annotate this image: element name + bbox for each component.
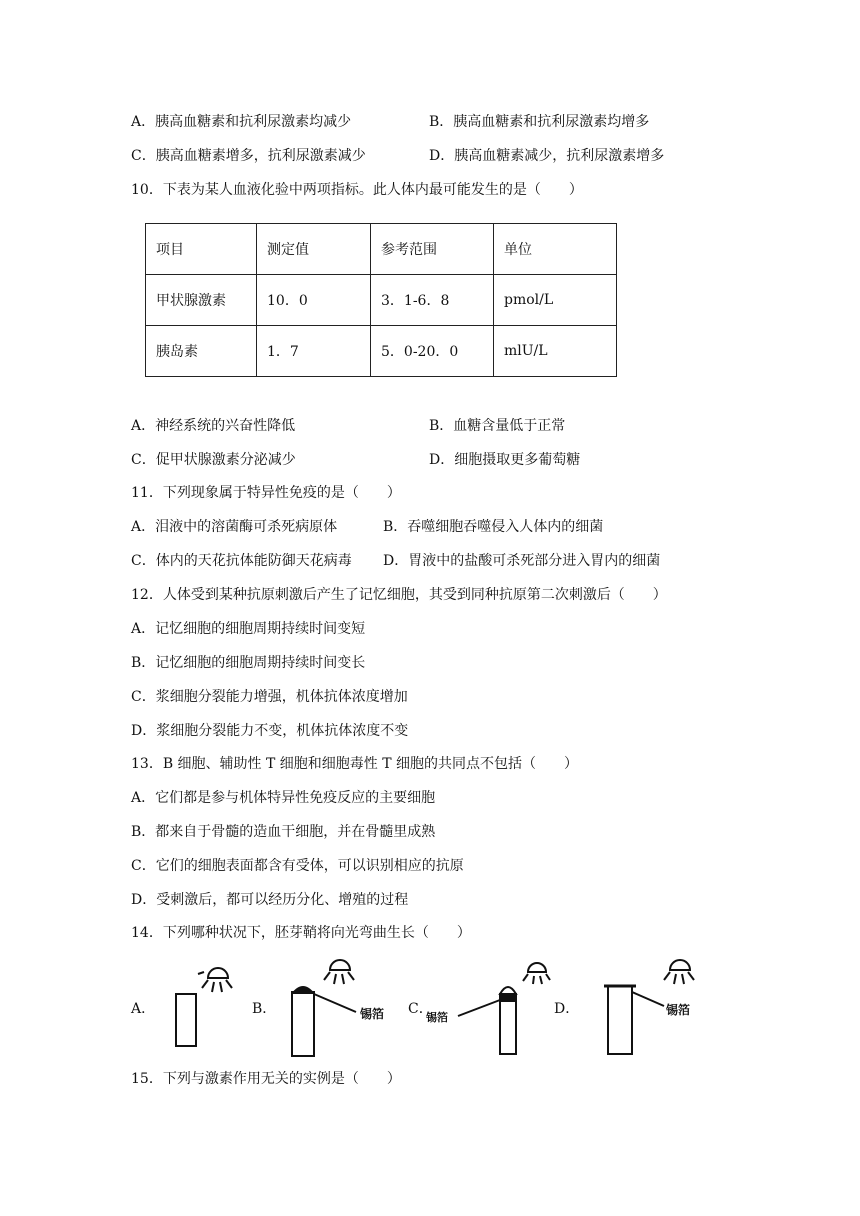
q14-figure-label-a: A． bbox=[131, 1001, 156, 1017]
q15-stem: 15．下列与激素作用无关的实例是（ ） bbox=[131, 1071, 401, 1087]
q13-stem: 13．B 细胞、辅助性 T 细胞和细胞毒性 T 细胞的共同点不包括（ ） bbox=[131, 756, 579, 772]
q14-figure-label-d: D． bbox=[554, 1001, 580, 1017]
q10-stem: 10．下表为某人血液化验中两项指标。此人体内最可能发生的是（ ） bbox=[131, 182, 583, 198]
q10-option-a: A．神经系统的兴奋性降低 bbox=[131, 418, 296, 434]
coleoptile-figure-d bbox=[600, 954, 708, 1058]
foil-cap-icon bbox=[291, 986, 315, 994]
table-cell: 10．0 bbox=[257, 275, 371, 326]
coleoptile-figure-b bbox=[284, 956, 414, 1060]
table-row bbox=[146, 326, 617, 377]
table-cell: 3．1-6．8 bbox=[371, 275, 494, 326]
table-header-cell: 单位 bbox=[494, 224, 617, 275]
table-cell: pmol/L bbox=[494, 275, 617, 326]
q11-option-c: C．体内的天花抗体能防御天花病毒 bbox=[131, 553, 352, 569]
q9-option-d: D．胰高血糖素减少，抗利尿激素增多 bbox=[429, 148, 665, 164]
q11-option-d: D．胃液中的盐酸可杀死部分进入胃内的细菌 bbox=[383, 553, 661, 569]
q14-figure-label-c: C． bbox=[408, 1001, 433, 1017]
q10-option-d: D．细胞摄取更多葡萄糖 bbox=[429, 452, 581, 468]
q9-option-a: A．胰高血糖素和抗利尿激素均减少 bbox=[131, 114, 352, 130]
table-cell: 1．7 bbox=[257, 326, 371, 377]
q13-option-b: B．都来自于骨髓的造血干细胞，并在骨髓里成熟 bbox=[131, 824, 436, 840]
q12-stem: 12．人体受到某种抗原刺激后产生了记忆细胞，其受到同种抗原第二次刺激后（ ） bbox=[131, 587, 667, 603]
table-row bbox=[146, 275, 617, 326]
foil-label: 锡箔 bbox=[360, 1007, 385, 1021]
q12-option-b: B．记忆细胞的细胞周期持续时间变长 bbox=[131, 655, 366, 671]
q10-option-c: C．促甲状腺激素分泌减少 bbox=[131, 452, 296, 468]
coleoptile-figure-a bbox=[168, 958, 248, 1048]
q12-option-a: A．记忆细胞的细胞周期持续时间变短 bbox=[131, 621, 366, 637]
q14-figure-label-b: B． bbox=[252, 1001, 277, 1017]
q10-option-b: B．血糖含量低于正常 bbox=[429, 418, 566, 434]
table-header-cell: 测定值 bbox=[257, 224, 371, 275]
q13-option-c: C．它们的细胞表面都含有受体，可以识别相应的抗原 bbox=[131, 858, 464, 874]
table-cell: mlU/L bbox=[494, 326, 617, 377]
table-header-row bbox=[146, 224, 617, 275]
q13-option-d: D．受刺激后，都可以经历分化、增殖的过程 bbox=[131, 892, 409, 908]
q11-option-b: B．吞噬细胞吞噬侵入人体内的细菌 bbox=[383, 519, 604, 535]
table-cell: 胰岛素 bbox=[146, 326, 257, 377]
q13-option-a: A．它们都是参与机体特异性免疫反应的主要细胞 bbox=[131, 790, 436, 806]
table-header-cell: 参考范围 bbox=[371, 224, 494, 275]
q12-option-d: D．浆细胞分裂能力不变，机体抗体浓度不变 bbox=[131, 723, 409, 739]
q11-stem: 11．下列现象属于特异性免疫的是（ ） bbox=[131, 485, 401, 501]
table-cell: 甲状腺激素 bbox=[146, 275, 257, 326]
foil-label: 锡箔 bbox=[426, 1011, 448, 1024]
table-cell: 5．0-20．0 bbox=[371, 326, 494, 377]
foil-band-icon bbox=[500, 994, 516, 1002]
q9-option-c: C．胰高血糖素增多，抗利尿激素减少 bbox=[131, 148, 366, 164]
sun-icon bbox=[324, 960, 354, 984]
foil-label: 锡箔 bbox=[666, 1003, 691, 1017]
coleoptile-figure-c bbox=[424, 958, 554, 1058]
q11-option-a: A．泪液中的溶菌酶可杀死病原体 bbox=[131, 519, 338, 535]
sun-icon bbox=[523, 963, 550, 984]
table-header-cell: 项目 bbox=[146, 224, 257, 275]
q9-option-b: B．胰高血糖素和抗利尿激素均增多 bbox=[429, 114, 650, 130]
sun-icon bbox=[198, 968, 232, 992]
sun-icon bbox=[664, 960, 694, 984]
blood-test-table bbox=[145, 223, 617, 377]
q14-stem: 14．下列哪种状况下，胚芽鞘将向光弯曲生长（ ） bbox=[131, 925, 471, 941]
q12-option-c: C．浆细胞分裂能力增强，机体抗体浓度增加 bbox=[131, 689, 408, 705]
